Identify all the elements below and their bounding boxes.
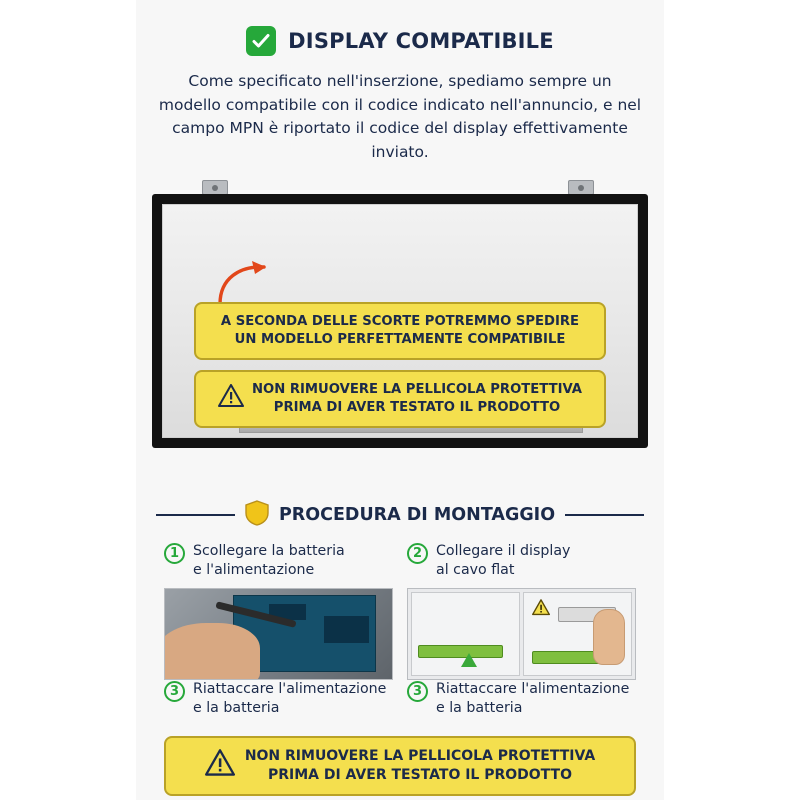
step-2-line1: Collegare il display [436, 543, 571, 560]
footer-warning-banner [164, 736, 636, 796]
step-1-number: 1 [164, 543, 185, 564]
rule-right [565, 514, 644, 516]
step-3-left-line2: e la batteria [193, 700, 280, 717]
badge-warning-line2: PRIMA DI AVER TESTATO IL PRODOTTO [273, 400, 561, 415]
procedure-title: PROCEDURA DI MONTAGGIO [278, 505, 556, 526]
badge-compatible-line1: A SECONDA DELLE SCORTE POTREMMO SPEDIRE [220, 314, 580, 330]
mount-bracket-right-icon [568, 180, 594, 195]
badge-warning-film [194, 370, 606, 428]
warning-triangle-icon [205, 749, 235, 783]
curved-arrow-icon [214, 260, 274, 306]
green-up-arrow-icon [461, 653, 477, 667]
step-3-right-line2: e la batteria [436, 700, 523, 717]
step-3-right-line1: Riattaccare l'alimentazione [436, 681, 630, 698]
step-3-left [164, 680, 393, 722]
badge-warning-line1: NON RIMUOVERE LA PELLICOLA PROTETTIVA [251, 382, 583, 398]
badge-compatible-line2: UN MODELLO PERFETTAMENTE COMPATIBILE [234, 332, 566, 347]
battery-graphic [324, 616, 369, 643]
step-3-right [407, 680, 636, 722]
page-title: DISPLAY COMPATIBILE [288, 29, 554, 53]
step-1 [164, 542, 393, 584]
step-2-line2: al cavo flat [436, 562, 515, 579]
procedure-column-left [164, 542, 393, 722]
display-illustration [152, 180, 648, 480]
procedure-steps [150, 542, 650, 722]
laptop-internals-photo [164, 588, 393, 680]
shield-icon [245, 500, 269, 530]
hand-graphic [164, 623, 260, 680]
step-3-left-line1: Riattaccare l'alimentazione [193, 681, 387, 698]
connector-closeup-right [523, 592, 632, 676]
check-badge-icon [246, 26, 276, 56]
step-1-line2: e l'alimentazione [193, 562, 315, 579]
connector-closeup-left [411, 592, 520, 676]
infographic-content [136, 0, 664, 796]
warning-triangle-icon [532, 599, 550, 616]
intro-text: Come specificato nell'inserzione, spediamo sempre un modello compatibile con il codice indicato nell'annuncio, e nel campo MPN è riportato il codice del display effettivamente inviato. [158, 72, 642, 161]
procedure-column-right [407, 542, 636, 722]
mount-bracket-left-icon [202, 180, 228, 195]
header [150, 0, 650, 56]
step-3-right-number: 3 [407, 681, 428, 702]
infographic-sheet [136, 0, 664, 800]
step-3-left-number: 3 [164, 681, 185, 702]
step-1-line1: Scollegare la batteria [193, 543, 345, 560]
step-2 [407, 542, 636, 584]
procedure-header [150, 500, 650, 530]
finger-graphic [593, 609, 625, 665]
badge-compatible [194, 302, 606, 360]
footer-line2: PRIMA DI AVER TESTATO IL PRODOTTO [267, 767, 573, 784]
flat-cable-connector-photo [407, 588, 636, 680]
warning-triangle-icon [218, 384, 244, 414]
step-2-number: 2 [407, 543, 428, 564]
rule-left [156, 514, 235, 516]
footer-line1: NON RIMUOVERE LA PELLICOLA PROTETTIVA [244, 748, 596, 765]
